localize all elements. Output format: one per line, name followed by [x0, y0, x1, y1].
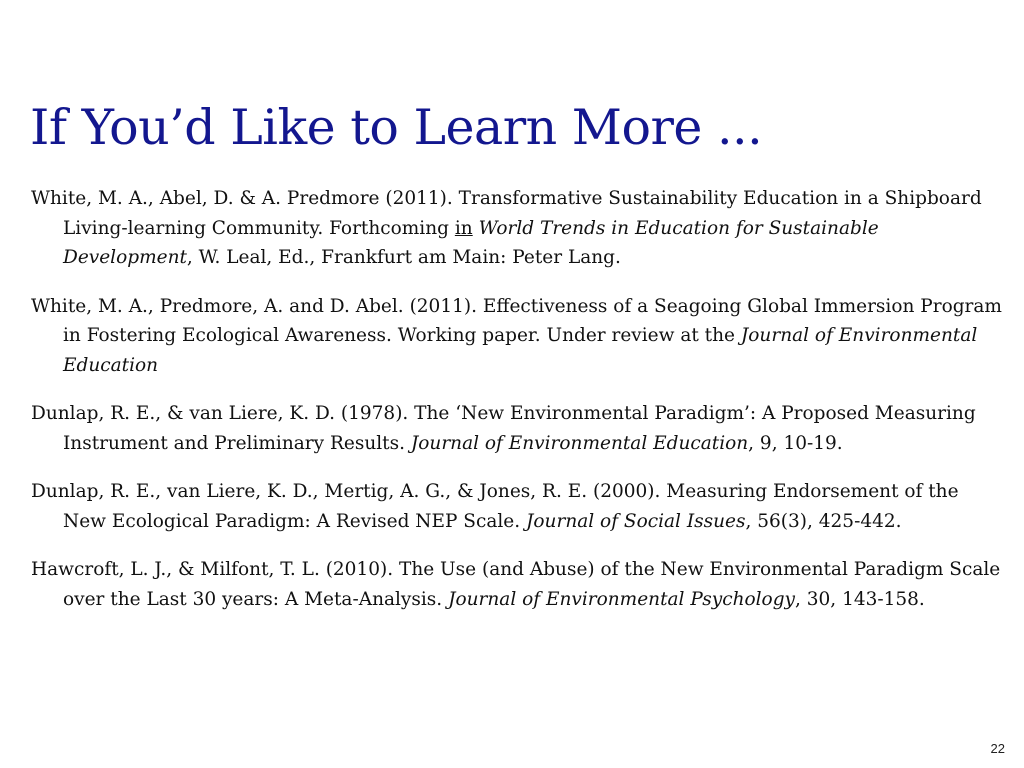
reference-text: , 56(3), 425-442.: [745, 510, 902, 532]
reference-item: [31, 477, 1003, 536]
reference-item: [31, 292, 1003, 381]
reference-text: , 30, 143-158.: [795, 588, 925, 610]
reference-text: White, M. A., Abel, D. & A. Predmore (2011). Transformative Sustainability Education in a Shipboard Living-learning Community. Forthcoming: [31, 188, 982, 239]
slide-title: If You’d Like to Learn More ...: [30, 99, 763, 156]
reference-list: [31, 184, 1003, 633]
reference-item: [31, 184, 1003, 273]
reference-text: , W. Leal, Ed., Frankfurt am Main: Peter Lang.: [186, 247, 621, 268]
reference-text: Dunlap, R. E., & van Liere, K. D. (1978). The ‘New Environmental Paradigm’: A Proposed Measuring Instrument and Preliminary Results.: [31, 403, 976, 454]
reference-text: Hawcroft, L. J., & Milfont, T. L. (2010). The Use (and Abuse) of the New Environmental Paradigm Scale over the Last 30 years: A Meta-Analysis.: [31, 559, 1001, 610]
reference-item: [31, 555, 1003, 614]
reference-source-title: Journal of Environmental Psychology: [448, 588, 795, 610]
reference-text: , 9, 10-19.: [748, 432, 843, 454]
reference-source-title: Journal of Environmental Education: [63, 325, 978, 376]
page-number: 22: [990, 741, 1005, 756]
reference-text: Dunlap, R. E., van Liere, K. D., Mertig, A. G., & Jones, R. E. (2000). Measuring Endorsement of the New Ecological Paradigm: A Revised NEP Scale.: [31, 481, 959, 532]
reference-source-title: Journal of Social Issues: [526, 510, 746, 532]
reference-item: [31, 399, 1003, 458]
reference-text: White, M. A., Predmore, A. and D. Abel. (2011). Effectiveness of a Seagoing Global Immersion Program in Fostering Ecological Awareness. Working paper. Under review at the: [31, 295, 1002, 346]
reference-underlined-text: in: [454, 217, 473, 239]
reference-source-title: World Trends in Education for Sustainable Development: [63, 217, 879, 268]
reference-source-title: Journal of Environmental Education: [410, 432, 749, 454]
